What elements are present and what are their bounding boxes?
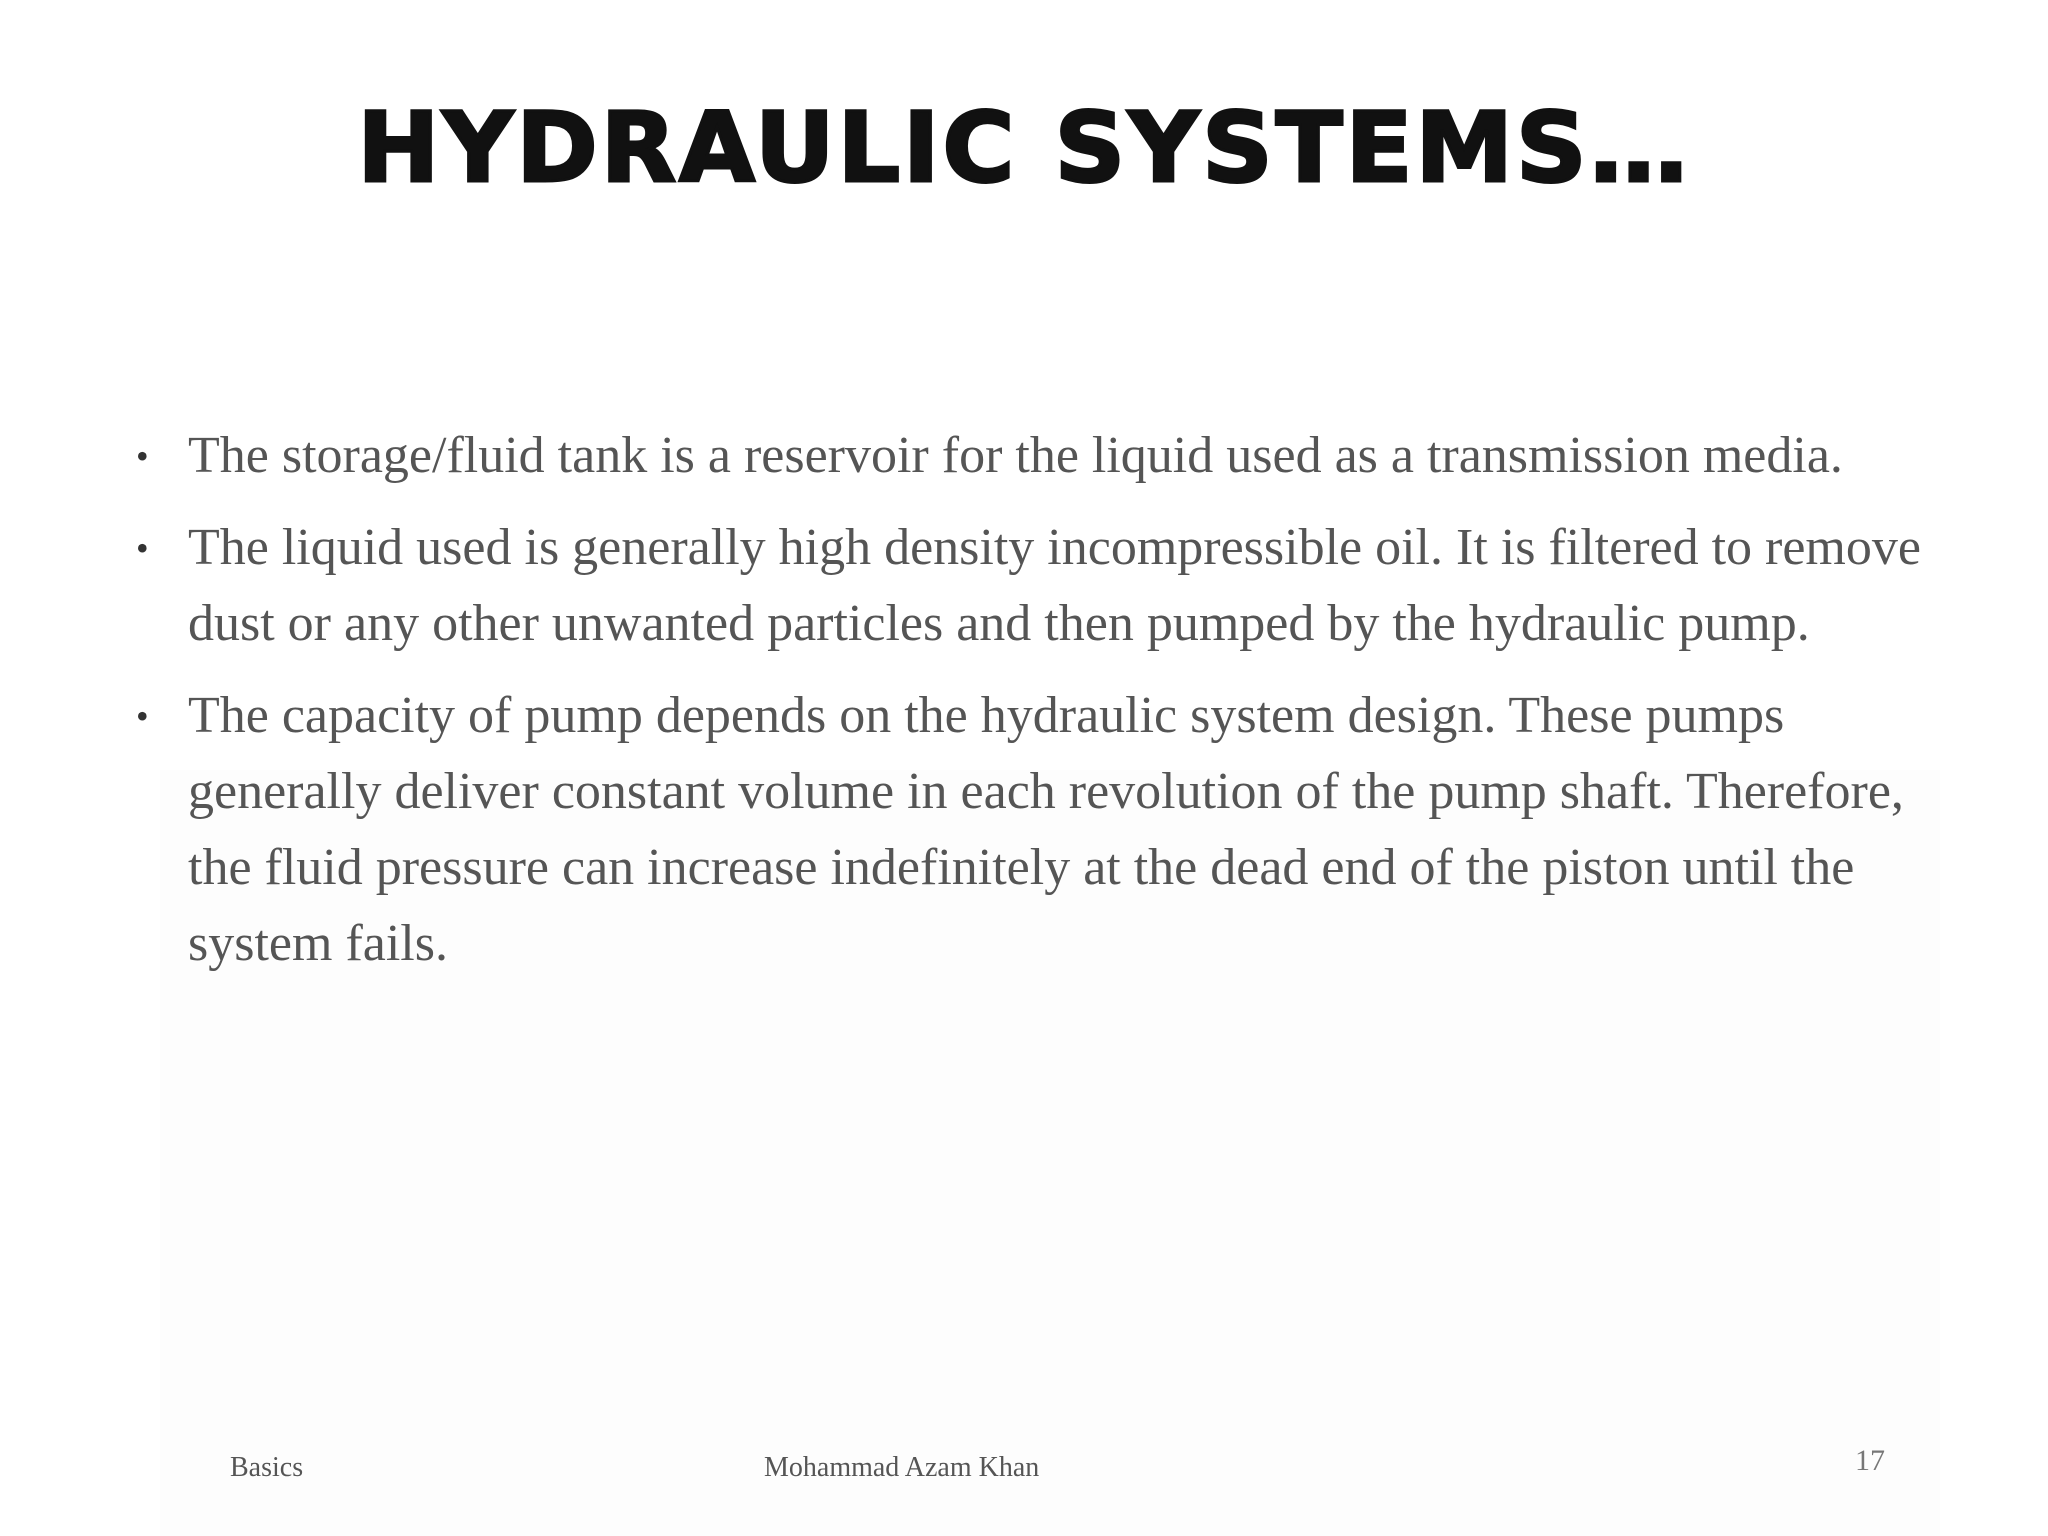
bullet-icon: • — [136, 436, 149, 476]
bullet-text: The capacity of pump depends on the hydraulic system design. These pumps generally deliver constant volume in each revolution of the pump shaft. Therefore, the fluid pressure can increase indefinitely at the dead end of the piston until the system fails. — [188, 687, 1904, 972]
bullet-text: The liquid used is generally high density incompressible oil. It is filtered to remove dust or any other unwanted particles and then pumped by the hydraulic pump. — [188, 519, 1921, 652]
bullet-icon: • — [136, 696, 149, 736]
bullet-text: The storage/fluid tank is a reservoir for the liquid used as a transmission media. — [188, 427, 1843, 484]
bullet-icon: • — [136, 528, 149, 568]
page-number: 17 — [1855, 1444, 1885, 1477]
bullet-list — [136, 418, 1936, 998]
bullet-item — [136, 418, 1936, 494]
bullet-item — [136, 510, 1936, 662]
slide-title: HYDRAULIC SYSTEMS… — [357, 92, 1691, 204]
bullet-item — [136, 678, 1936, 982]
footer-author: Mohammad Azam Khan — [764, 1452, 1040, 1483]
footer-topic: Basics — [230, 1452, 304, 1483]
